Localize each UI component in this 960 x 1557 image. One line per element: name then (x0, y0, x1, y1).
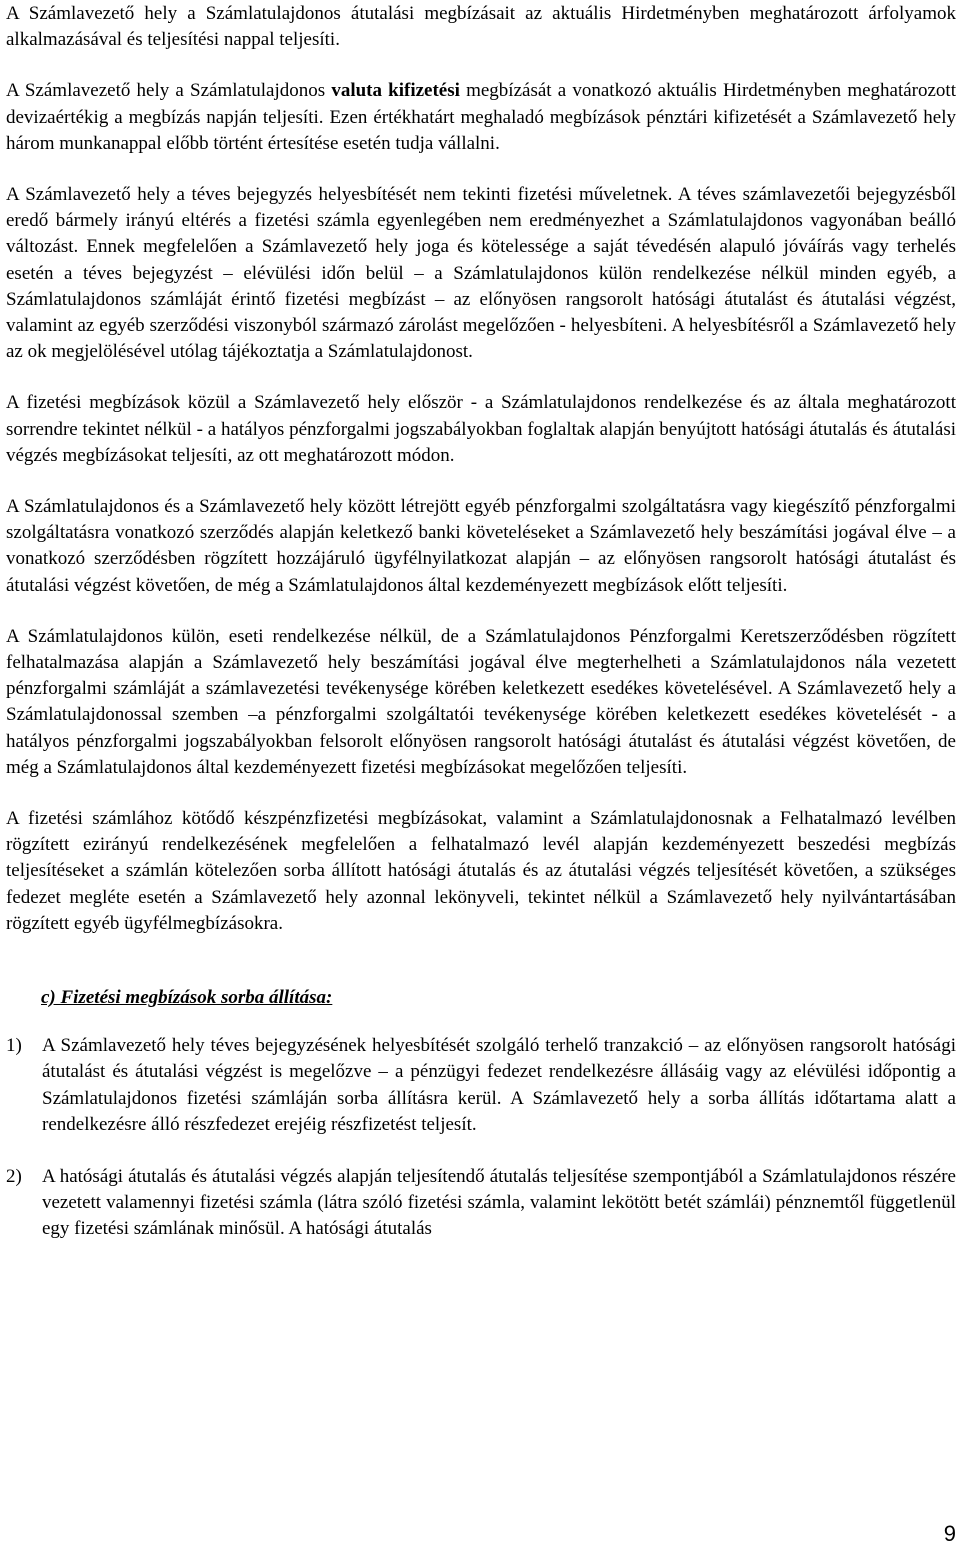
paragraph-order-priority: A fizetési megbízások közül a Számlavezető hely először - a Számlatulajdonos rendelkezése és az általa meghatározott sorrendre tekintet nélkül - a hatályos pénzforgalmi jogszabályokban foglaltak alapján benyújtott hatósági átutalás és átutalási végzés megbízásokat teljesíti, az ott meghatározott módon. (6, 392, 956, 466)
list-item (6, 1033, 956, 1138)
list-item-number: 1) (6, 1035, 22, 1057)
paragraph-exchange-rates: A Számlavezető hely a Számlatulajdonos átutalási megbízásait az aktuális Hirdetményben meghatározott árfolyamok alkalmazásával és teljesítési nappal teljesíti. (6, 3, 956, 51)
section-heading: c) Fizetési megbízások sorba állítása: (41, 987, 333, 1009)
paragraph-bank-claims: A Számlatulajdonos és a Számlavezető hely között létrejött egyéb pénzforgalmi szolgáltatásra vagy kiegészítő pénzforgalmi szolgáltatásra vonatkozó szerződés alapján keletkező banki követeléseket a Számlavezető hely beszámítási jogával élve – a vonatkozó szerződésben rögzített hozzájáruló ügyfélnyilatkozat alapján – az előnyösen rangsorolt hatósági átutalást és átutalási végzést követően, de még a Számlatulajdonos által kezdeményezett megbízások előtt teljesíti. (6, 496, 956, 596)
list-item-text: A Számlavezető hely téves bejegyzésének helyesbítését szolgáló terhelő tranzakció – az előnyösen rangsorolt hatósági átutalást és átutalási végzést is megelőzve – a pénzügyi fedezet rendelkezésre állásáig vagy az elévülési időpontig a Számlatulajdonos fizetési számláján sorba állításra kerül. A Számlavezető hely a sorba állítás időtartama alatt a rendelkezésre álló részfedezet erejéig részfizetést teljesít. (42, 1035, 956, 1135)
document-page (6, 0, 956, 1243)
list-item-number: 2) (6, 1165, 22, 1187)
paragraph-cash-orders: A fizetési számlához kötődő készpénzfizetési megbízásokat, valamint a Számlatulajdonosnak a Felhatalmazó levélben rögzített ezirányú rendelkezésének megfelelően a felhatalmazó levél alapján kezdeményezett beszedési megbízás teljesítéseket a számlán kötelezően sorba állított hatósági átutalás és az átutalási végzés teljesítését követően, a szükséges fedezet megléte esetén a Számlavezető hely azonnal lekönyveli, tekintet nélkül a Számlavezető hely nyilvántartásában rögzített egyéb ügyfélmegbízásokra. (6, 808, 956, 934)
list-item (6, 1164, 956, 1243)
paragraph-set-off: A Számlatulajdonos külön, eseti rendelkezése nélkül, de a Számlatulajdonos Pénzforgalmi Keretszerződésben rögzített felhatalmazása alapján a Számlavezető hely beszámítási jogával élve megterhelheti a Számlatulajdonos nála vezetett pénzforgalmi számláját a számlavezetési tevékenysége körében keletkezett esedékes követelésével. A Számlavezető hely a Számlatulajdonossal szemben –a pénzforgalmi szolgáltatói tevékenysége körében keletkezett esedékes követelését - a hatályos pénzforgalmi jogszabályokban felsorolt előnyösen rangsorolt hatósági átutalást és átutalási végzést követően, de még a Számlatulajdonos által kezdeményezett fizetési megbízásokat megelőzően teljesíti. (6, 625, 956, 778)
paragraph-currency-withdrawal (6, 78, 956, 157)
paragraph-currency-withdrawal-lead: A Számlavezető hely a Számlatulajdonos (6, 80, 332, 102)
list-item-text: A hatósági átutalás és átutalási végzés alapján teljesítendő átutalás teljesítése szempontjából a Számlatulajdonos részére vezetett valamennyi fizetési számla (látra szóló fizetési számla, valamint lekötött betét számlái) pénznemtől függetlenül egy fizetési számlának minősül. A hatósági átutalás (42, 1165, 956, 1240)
page-number: 9 (943, 1521, 956, 1546)
paragraph-currency-withdrawal-emphasis: valuta kifizetési (331, 80, 460, 102)
paragraph-currency-withdrawal-rest: megbízását a vonatkozó aktuális Hirdetményben meghatározott devizaértékig a megbízás napján teljesíti. Ezen értékhatárt meghaladó megbízások pénztári kifizetését a Számlavezető hely három munkanappal előbb történt értesítése esetén tudja vállalni. (6, 80, 956, 154)
paragraph-erroneous-entry: A Számlavezető hely a téves bejegyzés helyesbítését nem tekinti fizetési műveletnek. A téves számlavezetői bejegyzésből eredő bármely irányú eltérés a fizetési számla egyenlegében nem eredményezhet a Számlatulajdonos vagyonában beálló változást. Ennek megfelelően a Számlavezető hely joga és kötelessége a saját tévedésén alapuló jóváírás vagy terhelés esetén a téves bejegyzést – elévülési időn belül – a Számlatulajdonos külön rendelkezése nélkül minden egyéb, a Számlatulajdonos számláját érintő fizetési megbízást – az előnyösen rangsorolt hatósági átutalást és átutalási végzést, valamint az egyéb szerződési viszonyból származó zárolást megelőzően - helyesbíteni. A helyesbítésről a Számlavezető hely az ok megjelölésével utólag tájékoztatja a Számlatulajdonost. (6, 184, 956, 363)
